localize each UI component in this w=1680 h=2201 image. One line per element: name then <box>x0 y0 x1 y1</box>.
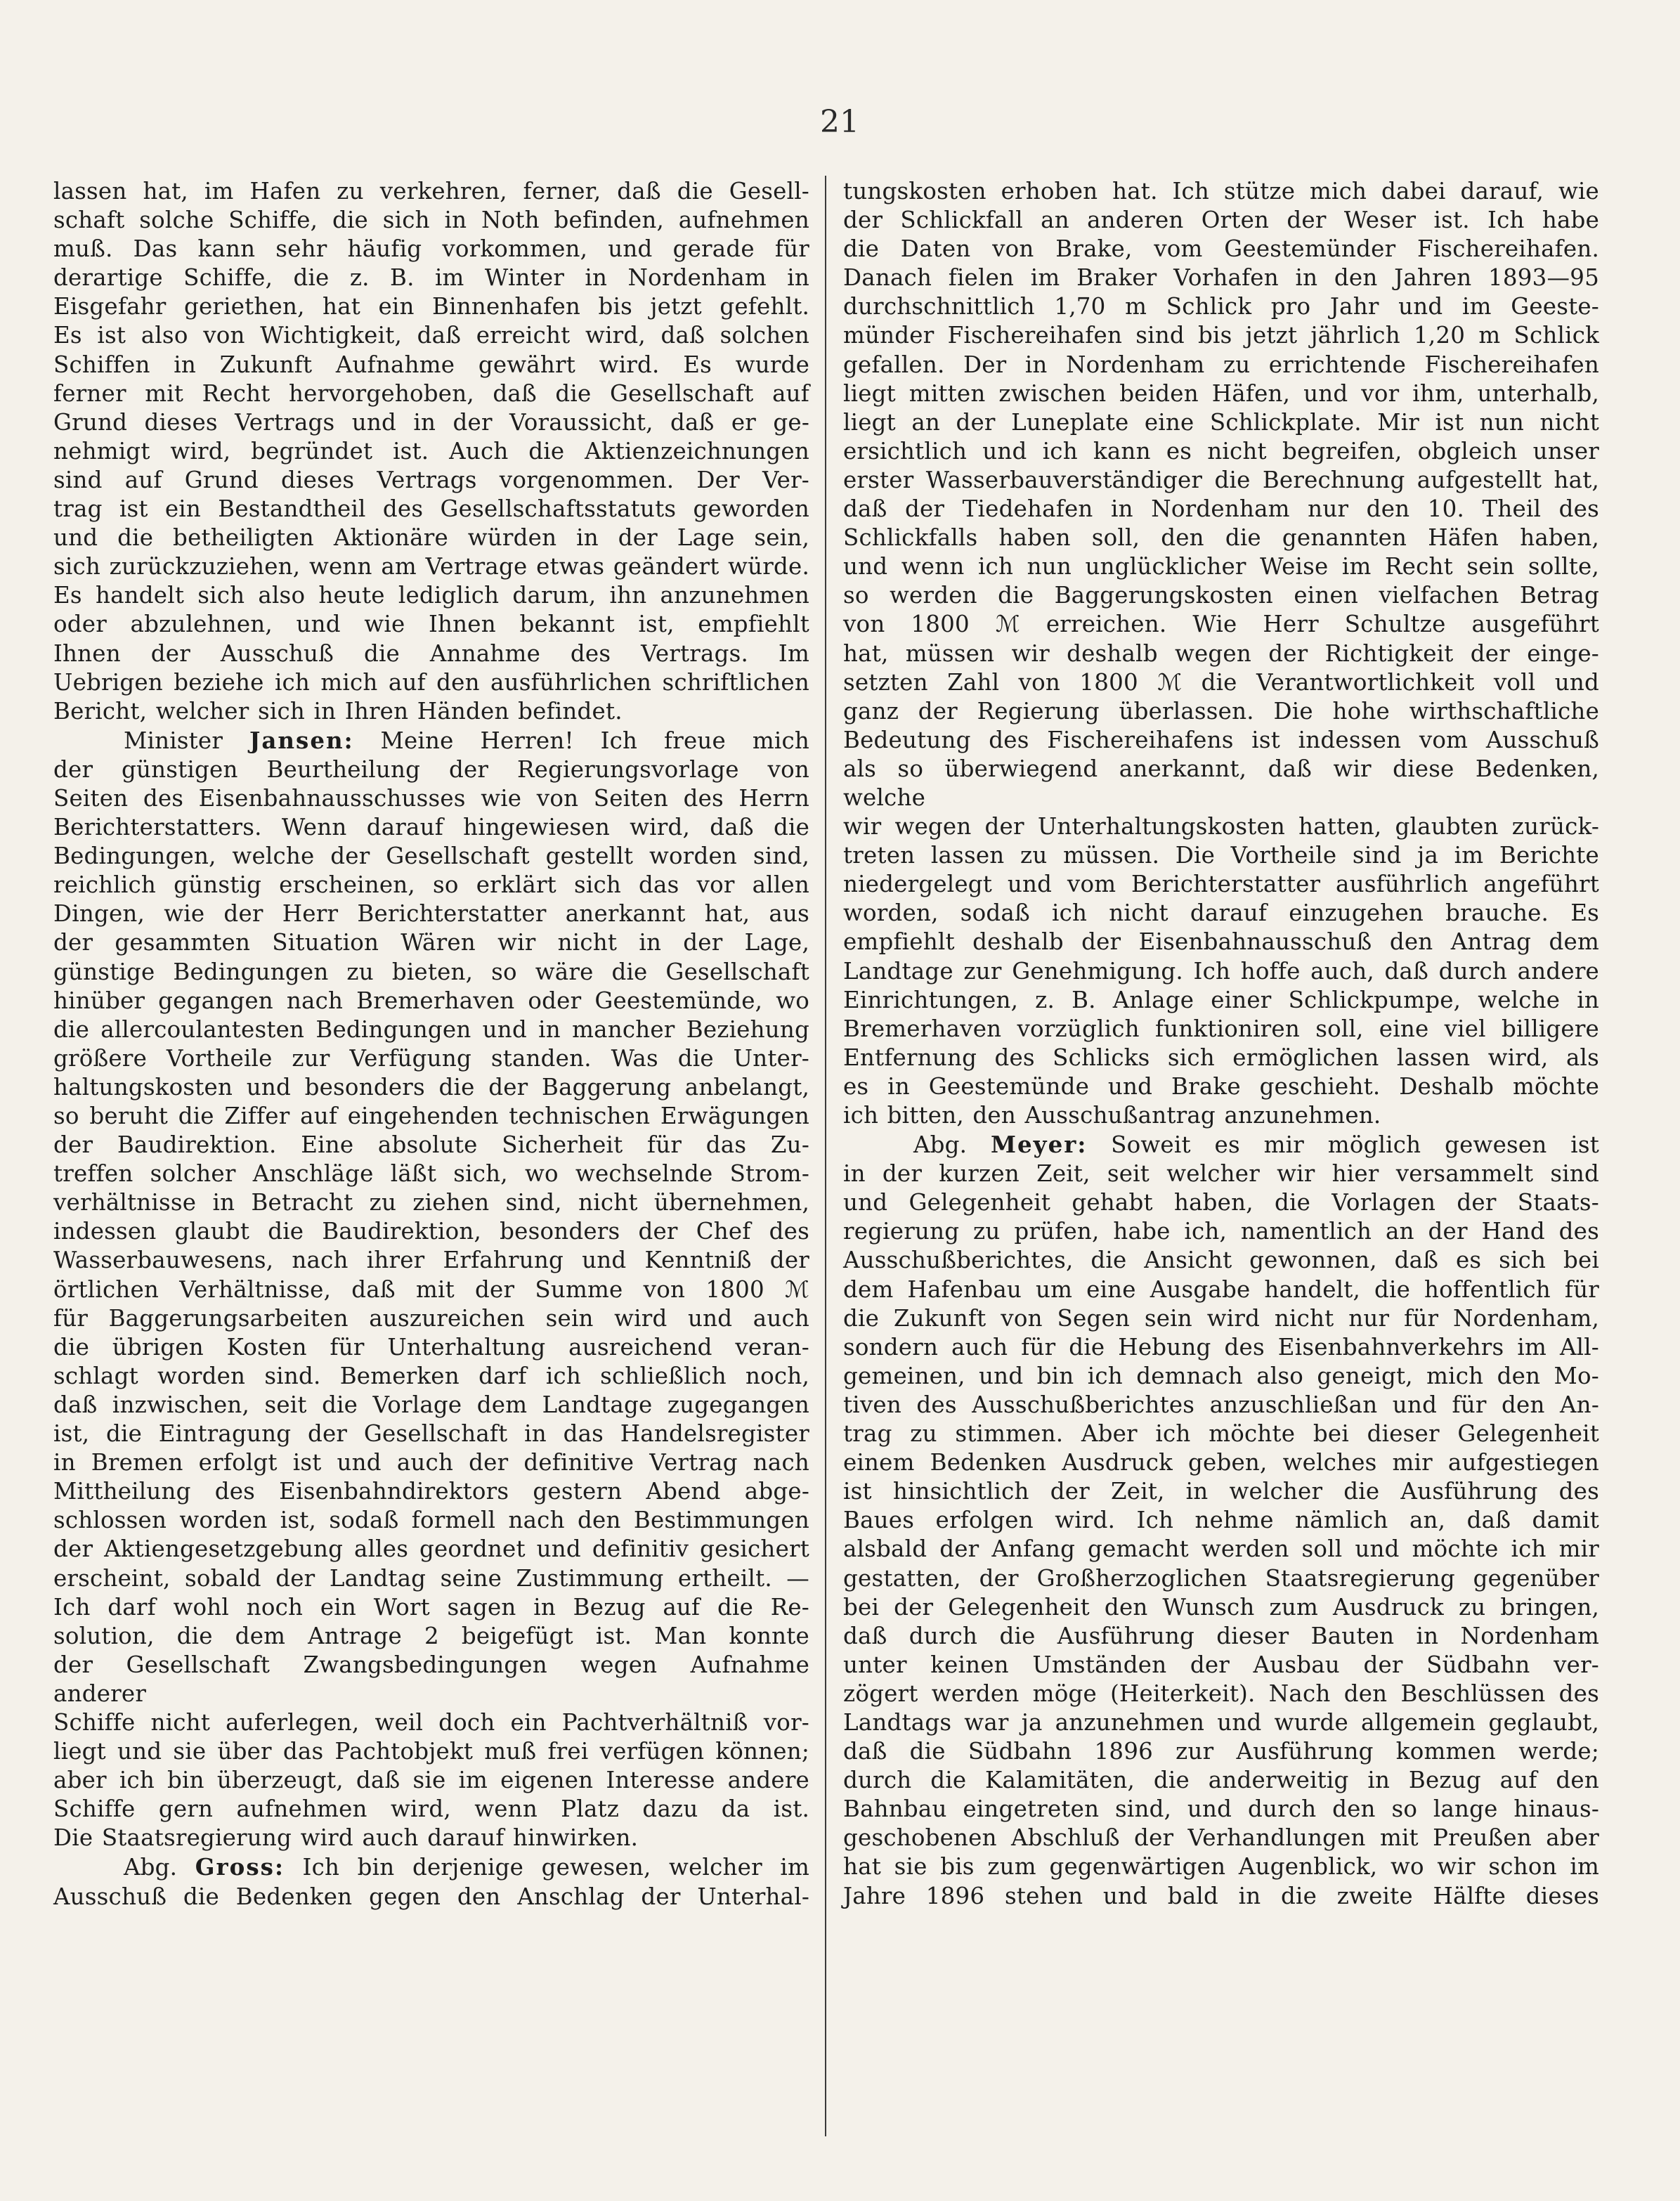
line-text: Ich darf wohl noch ein Wort sagen in Bezug auf die Re- <box>53 1593 809 1621</box>
line-text: bei der Gelegenheit den Wunsch zum Ausdruck zu bringen, <box>843 1593 1599 1621</box>
text-line <box>53 1246 809 1275</box>
text-line <box>843 1160 1599 1188</box>
text-line <box>843 1824 1599 1852</box>
text-line <box>843 177 1599 206</box>
text-line <box>843 1622 1599 1651</box>
line-text: wir wegen der Unterhaltungskosten hatten, glaubten zurück- <box>843 813 1599 840</box>
text-line <box>843 899 1599 928</box>
text-line <box>843 1766 1599 1795</box>
line-text: es in Geestemünde und Brake geschieht. Deshalb möchte <box>843 1072 1599 1100</box>
text-line <box>843 668 1599 697</box>
text-line <box>843 639 1599 668</box>
line-text: hinüber gegangen nach Bremerhaven oder Geestemünde, wo <box>53 987 809 1014</box>
text-line <box>843 755 1599 812</box>
line-text: Soweit es mir möglich gewesen ist <box>1087 1131 1599 1159</box>
line-text: treten lassen zu müssen. Die Vortheile sind ja im Berichte <box>843 842 1599 869</box>
text-line <box>843 1737 1599 1766</box>
text-line <box>843 986 1599 1015</box>
line-text: so beruht die Ziffer auf eingehenden technischen Erwägungen <box>53 1103 809 1129</box>
text-line <box>53 1131 809 1160</box>
line-text: ist hinsichtlich der Zeit, in welcher die Ausführung des <box>843 1478 1599 1505</box>
line-text: in Bremen erfolgt ist und auch der definitive Vertrag nach <box>53 1449 809 1476</box>
line-text: Ihnen der Ausschuß die Annahme des Vertrags. Im <box>53 639 809 667</box>
text-line <box>53 1391 809 1420</box>
line-text: sondern auch für die Hebung des Eisenbahnverkehrs im All- <box>843 1333 1599 1361</box>
speaker-title: Minister <box>124 727 249 754</box>
line-text: gefallen. Der in Nordenham zu errichtende Fischereihafen <box>843 351 1599 378</box>
text-line <box>843 1564 1599 1593</box>
line-text: zögert werden möge (Heiterkeit). Nach den Beschlüssen des <box>843 1680 1599 1707</box>
line-text: reichlich günstig erscheinen, so erklärt sich das vor allen <box>53 871 809 899</box>
line-text: Landtags war ja anzunehmen und wurde allgemein geglaubt, <box>843 1708 1599 1736</box>
text-line <box>53 755 809 784</box>
text-line <box>843 206 1599 235</box>
line-text: sich zurückzuziehen, wenn am Vertrage etwas geändert würde. <box>53 553 809 580</box>
line-text: so werden die Baggerungskosten einen vielfachen Betrag <box>843 582 1599 609</box>
line-text: Meine Herren! Ich freue mich <box>353 727 809 754</box>
line-text: indessen glaubt die Baudirektion, besonders der Chef des <box>53 1218 809 1245</box>
line-text: größere Vortheile zur Verfügung standen. Was die Unter- <box>53 1044 809 1072</box>
line-text: Wasserbauwesens, nach ihrer Erfahrung und Kenntniß der <box>53 1247 809 1274</box>
line-text: Schiffen in Zukunft Aufnahme gewährt wird. Es wurde <box>53 351 809 378</box>
text-line <box>843 1217 1599 1246</box>
line-text: der günstigen Beurtheilung der Regierungsvorlage von <box>53 755 809 783</box>
speaker-name: Jansen: <box>249 726 354 754</box>
text-line <box>53 177 809 206</box>
line-text: Bedingungen, welche der Gesellschaft gestellt worden sind, <box>53 843 809 870</box>
text-line <box>53 1852 809 1882</box>
line-text: unter keinen Umständen der Ausbau der Südbahn ver- <box>843 1651 1599 1678</box>
text-line <box>843 1535 1599 1564</box>
text-line <box>53 987 809 1015</box>
left-column <box>53 177 809 1911</box>
line-text: derartige Schiffe, die z. B. im Winter in Nordenham in <box>53 264 809 292</box>
text-line <box>53 697 809 726</box>
line-text: als so überwiegend anerkannt, daß wir diese Bedenken, welche <box>843 755 1599 811</box>
text-line <box>53 1333 809 1362</box>
line-text: Schiffe nicht auferlegen, weil doch ein Pachtverhältniß vor- <box>53 1708 809 1736</box>
line-text: der Baudirektion. Eine absolute Sicherheit für das Zu- <box>53 1131 809 1159</box>
line-text: die Zukunft von Segen sein wird nicht nur für Nordenham, <box>843 1304 1599 1332</box>
line-text: liegt mitten zwischen beiden Häfen, und vor ihm, unterhalb, <box>843 379 1599 407</box>
text-line <box>843 1072 1599 1101</box>
line-text: und Gelegenheit gehabt haben, die Vorlagen der Staats- <box>843 1189 1599 1216</box>
line-text: Ich bin derjenige gewesen, welcher im <box>284 1854 809 1881</box>
text-line <box>53 1044 809 1073</box>
text-line <box>53 235 809 264</box>
text-line <box>843 466 1599 495</box>
text-line <box>53 552 809 581</box>
text-line <box>843 1477 1599 1506</box>
line-text: Jahre 1896 stehen und bald in die zweite Hälfte dieses <box>843 1882 1599 1909</box>
line-text: tiven des Ausschußberichtes anzuschließan und für den An- <box>843 1391 1599 1418</box>
line-text: sind auf Grund dieses Vertrags vorgenommen. Der Ver- <box>53 466 809 493</box>
line-text: ganz der Regierung überlassen. Die hohe wirthschaftliche <box>843 697 1599 725</box>
text-line <box>843 957 1599 986</box>
text-line <box>843 1506 1599 1535</box>
line-text: schlagt worden sind. Bemerken darf ich schließlich noch, <box>53 1362 809 1389</box>
line-text: Ausschußberichtes, die Ansicht gewonnen, daß es sich bei <box>843 1247 1599 1274</box>
line-text: durchschnittlich 1,70 m Schlick pro Jahr und im Geeste- <box>843 293 1599 320</box>
text-line <box>843 1188 1599 1217</box>
text-line <box>53 1593 809 1622</box>
text-line <box>53 292 809 321</box>
line-text: gestatten, der Großherzoglichen Staatsregierung gegenüber <box>843 1564 1599 1592</box>
line-text: liegt an der Luneplate eine Schlickplate. Mir ist nun nicht <box>843 408 1599 436</box>
line-text: einem Bedenken Ausdruck geben, welches mir aufgestiegen <box>843 1449 1599 1476</box>
text-line <box>53 639 809 668</box>
line-text: verhältnisse in Betracht zu ziehen sind, nicht übernehmen, <box>53 1189 809 1216</box>
text-line <box>843 1882 1599 1911</box>
text-line <box>843 1130 1599 1160</box>
line-text: der Gesellschaft Zwangsbedingungen wegen Aufnahme anderer <box>53 1651 809 1707</box>
speaker-title: Abg. <box>913 1131 991 1159</box>
line-text: Danach fielen im Braker Vorhafen in den Jahren 1893—95 <box>843 264 1599 292</box>
line-text: regierung zu prüfen, habe ich, namentlich an der Hand des <box>843 1218 1599 1245</box>
line-text: ich bitten, den Ausschußantrag anzunehmen. <box>843 1102 1381 1129</box>
line-text: Bericht, welcher sich in Ihren Händen befindet. <box>53 697 623 725</box>
line-text: dem Hafenbau um eine Ausgabe handelt, die hoffentlich für <box>843 1275 1599 1303</box>
text-line <box>53 784 809 813</box>
line-text: niedergelegt und vom Berichterstatter ausführlich angeführt <box>843 871 1599 898</box>
text-line <box>843 1391 1599 1420</box>
text-line <box>843 1593 1599 1622</box>
text-line <box>843 581 1599 610</box>
line-text: für Baggerungsarbeiten auszureichen sein wird und auch <box>53 1304 809 1332</box>
text-line <box>843 812 1599 841</box>
line-text: Berichterstatters. Wenn darauf hingewiesen wird, daß die <box>53 814 809 841</box>
line-text: der Aktiengesetzgebung alles geordnet und definitiv gesichert <box>53 1535 809 1563</box>
line-text: schlossen worden ist, sodaß formell nach den Bestimmungen <box>53 1507 809 1534</box>
text-line <box>53 1477 809 1506</box>
line-text: erscheint, sobald der Landtag seine Zustimmung ertheilt. — <box>53 1564 809 1592</box>
line-text: durch die Kalamitäten, die anderweitig in Bezug auf den <box>843 1767 1599 1794</box>
text-line <box>843 1275 1599 1304</box>
line-text: tungskosten erhoben hat. Ich stütze mich dabei darauf, wie <box>843 178 1599 204</box>
line-text: Bedeutung des Fischereihafens ist indessen vom Ausschuß <box>843 726 1599 753</box>
text-line <box>53 842 809 871</box>
line-text: Eisgefahr geriethen, hat ein Binnenhafen bis jetzt gefehlt. <box>53 293 809 320</box>
text-line <box>53 1160 809 1188</box>
line-text: Schiffe gern aufnehmen wird, wenn Platz dazu da ist. <box>53 1796 809 1823</box>
text-line <box>843 321 1599 350</box>
text-line <box>843 495 1599 524</box>
text-line <box>843 697 1599 726</box>
line-text: Baues erfolgen wird. Ich nehme nämlich an, daß damit <box>843 1507 1599 1534</box>
text-line <box>53 1766 809 1795</box>
text-line <box>843 1448 1599 1477</box>
text-line <box>53 726 809 755</box>
line-text: daß die Südbahn 1896 zur Ausführung kommen werde; <box>843 1738 1599 1765</box>
line-text: Landtage zur Genehmigung. Ich hoffe auch, daß durch andere <box>843 957 1599 985</box>
text-line <box>53 900 809 928</box>
text-line <box>843 610 1599 639</box>
text-line <box>843 408 1599 437</box>
text-line <box>843 1333 1599 1362</box>
text-line <box>843 1304 1599 1333</box>
line-text: Es handelt sich also heute lediglich darum, ihn anzunehmen <box>53 582 809 609</box>
text-line <box>843 437 1599 466</box>
text-line <box>53 871 809 900</box>
line-text: lassen hat, im Hafen zu verkehren, ferner, daß die Gesell- <box>53 178 809 204</box>
line-text: empfiehlt deshalb der Eisenbahnausschuß den Antrag dem <box>843 928 1599 956</box>
text-line <box>843 1708 1599 1737</box>
line-text: schaft solche Schiffe, die sich in Noth befinden, aufnehmen <box>53 207 809 234</box>
line-text: ersichtlich und ich kann es nicht begreifen, obgleich unser <box>843 437 1599 465</box>
text-line <box>53 1564 809 1593</box>
line-text: Schlickfalls haben soll, den die genannten Häfen haben, <box>843 524 1599 552</box>
speaker-title: Abg. <box>124 1854 195 1881</box>
line-text: Bahnbau eingetreten sind, und durch den so lange hinaus- <box>843 1796 1599 1823</box>
line-text: treffen solcher Anschläge läßt sich, wo wechselnde Strom- <box>53 1160 809 1188</box>
text-line <box>53 1275 809 1304</box>
line-text: in der kurzen Zeit, seit welcher wir hier versammelt sind <box>843 1160 1599 1188</box>
text-line <box>843 1015 1599 1044</box>
text-line <box>843 841 1599 870</box>
text-line <box>53 928 809 957</box>
text-line <box>53 1304 809 1333</box>
line-text: trag ist ein Bestandtheil des Gesellschaftsstatuts geworden <box>53 495 809 523</box>
line-text: aber ich bin überzeugt, daß sie im eigenen Interesse andere <box>53 1767 809 1794</box>
line-text: und die betheiligten Aktionäre würden in der Lage sein, <box>53 524 809 552</box>
line-text: münder Fischereihafen sind bis jetzt jährlich 1,20 m Schlick <box>843 322 1599 349</box>
line-text: Einrichtungen, z. B. Anlage einer Schlickpumpe, welche in <box>843 986 1599 1013</box>
text-line <box>53 495 809 524</box>
text-line <box>53 437 809 466</box>
text-line <box>843 292 1599 321</box>
line-text: erster Wasserbauverständiger die Berechnung aufgestellt hat, <box>843 466 1599 493</box>
line-text: solution, die dem Antrage 2 beigefügt ist. Man konnte <box>53 1622 809 1649</box>
text-line <box>843 552 1599 581</box>
line-text: Grund dieses Vertrags und in der Voraussicht, daß er ge- <box>53 408 809 436</box>
line-text: ferner mit Recht hervorgehoben, daß die Gesellschaft auf <box>53 379 809 407</box>
text-line <box>843 1852 1599 1881</box>
line-text: von 1800 ℳ erreichen. Wie Herr Schultze ausgeführt <box>843 611 1599 638</box>
line-text: und wenn ich nun unglücklicher Weise im Recht sein sollte, <box>843 553 1599 580</box>
line-text: ist, die Eintragung der Gesellschaft in das Handelsregister <box>53 1420 809 1448</box>
text-line <box>53 408 809 437</box>
line-text: Bremerhaven vorzüglich funktioniren soll, eine viel billigere <box>843 1015 1599 1042</box>
text-line <box>843 1651 1599 1680</box>
text-line <box>53 321 809 350</box>
line-text: Dingen, wie der Herr Berichterstatter anerkannt hat, aus <box>53 900 809 928</box>
line-text: geschobenen Abschluß der Verhandlungen mit Preußen aber <box>843 1824 1599 1852</box>
text-line <box>53 1535 809 1564</box>
text-line <box>843 1420 1599 1448</box>
text-line <box>53 466 809 495</box>
text-line <box>53 524 809 552</box>
text-line <box>53 1420 809 1448</box>
line-text: Uebrigen beziehe ich mich auf den ausführlichen schriftlichen <box>53 668 809 696</box>
text-line <box>53 1824 809 1852</box>
text-line <box>53 264 809 292</box>
speaker-name: Meyer: <box>991 1131 1088 1159</box>
line-text: Entfernung des Schlicks sich ermöglichen lassen wird, als <box>843 1044 1599 1071</box>
line-text: haltungskosten und besonders die der Baggerung anbelangt, <box>53 1073 809 1100</box>
line-text: hat sie bis zum gegenwärtigen Augenblick, wo wir schon im <box>843 1853 1599 1881</box>
text-line <box>843 726 1599 755</box>
line-text: nehmigt wird, begründet ist. Auch die Aktienzeichnungen <box>53 437 809 465</box>
line-text: die Daten von Brake, vom Geestemünder Fischereihafen. <box>843 235 1599 263</box>
line-text: trag zu stimmen. Aber ich möchte bei dieser Gelegenheit <box>843 1420 1599 1448</box>
text-line <box>843 1680 1599 1708</box>
text-line <box>53 668 809 697</box>
line-text: alsbald der Anfang gemacht werden soll und möchte ich mir <box>843 1535 1599 1563</box>
text-line <box>53 813 809 842</box>
speaker-name: Gross: <box>195 1853 285 1881</box>
text-line <box>53 958 809 987</box>
text-line <box>53 351 809 379</box>
line-text: hat, müssen wir deshalb wegen der Richtigkeit der einge- <box>843 639 1599 667</box>
line-text: setzten Zahl von 1800 ℳ die Verantwortlichkeit voll und <box>843 668 1599 696</box>
text-line <box>53 1795 809 1824</box>
text-line <box>843 1795 1599 1824</box>
text-line <box>53 379 809 408</box>
text-line <box>53 1448 809 1477</box>
text-line <box>53 1015 809 1044</box>
text-line <box>53 581 809 610</box>
text-line <box>53 1073 809 1102</box>
text-line <box>53 1188 809 1217</box>
text-line <box>53 1883 809 1911</box>
line-text: liegt und sie über das Pachtobjekt muß frei verfügen können; <box>53 1738 809 1765</box>
line-text: die allercoulantesten Bedingungen und in mancher Beziehung <box>53 1015 809 1043</box>
line-text: daß durch die Ausführung dieser Bauten in Nordenham <box>843 1622 1599 1649</box>
line-text: gemeinen, und bin ich demnach also geneigt, mich den Mo- <box>843 1362 1599 1389</box>
text-line <box>843 264 1599 292</box>
text-line <box>53 1506 809 1535</box>
text-line <box>53 1708 809 1737</box>
line-text: worden, sodaß ich nicht darauf einzugehen brauche. Es <box>843 900 1599 927</box>
text-line <box>53 206 809 235</box>
text-line <box>843 1362 1599 1391</box>
text-line <box>843 870 1599 899</box>
text-line <box>53 610 809 639</box>
column-divider <box>825 176 826 2136</box>
text-line <box>53 1217 809 1246</box>
line-text: daß inzwischen, seit die Vorlage dem Landtage zugegangen <box>53 1391 809 1418</box>
line-text: oder abzulehnen, und wie Ihnen bekannt ist, empfiehlt <box>53 611 809 638</box>
text-line <box>53 1362 809 1391</box>
text-line <box>843 1101 1599 1130</box>
line-text: Ausschuß die Bedenken gegen den Anschlag der Unterhal- <box>53 1883 809 1910</box>
line-text: der gesammten Situation Wären wir nicht in der Lage, <box>53 929 809 956</box>
text-line <box>843 928 1599 956</box>
text-line <box>843 1044 1599 1072</box>
line-text: Mittheilung des Eisenbahndirektors gestern Abend abge- <box>53 1478 809 1505</box>
line-text: Seiten des Eisenbahnausschusses wie von Seiten des Herrn <box>53 784 809 812</box>
text-line <box>843 235 1599 264</box>
text-line <box>53 1651 809 1708</box>
text-line <box>53 1737 809 1766</box>
line-text: die übrigen Kosten für Unterhaltung ausreichend veran- <box>53 1333 809 1361</box>
text-line <box>843 379 1599 408</box>
line-text: günstige Bedingungen zu bieten, so wäre die Gesellschaft <box>53 958 809 985</box>
page-number: 21 <box>820 104 859 140</box>
line-text: Es ist also von Wichtigkeit, daß erreicht wird, daß solchen <box>53 322 809 349</box>
right-column <box>843 177 1599 1911</box>
text-line <box>843 351 1599 379</box>
line-text: der Schlickfall an anderen Orten der Weser ist. Ich habe <box>843 207 1599 234</box>
line-text: daß der Tiedehafen in Nordenham nur den 10. Theil des <box>843 495 1599 523</box>
text-line <box>843 524 1599 552</box>
line-text: örtlichen Verhältnisse, daß mit der Summe von 1800 ℳ <box>53 1275 809 1303</box>
text-line <box>843 1246 1599 1275</box>
line-text: Die Staatsregierung wird auch darauf hinwirken. <box>53 1824 639 1852</box>
line-text: muß. Das kann sehr häufig vorkommen, und gerade für <box>53 235 809 263</box>
text-line <box>53 1622 809 1651</box>
text-line <box>53 1102 809 1131</box>
